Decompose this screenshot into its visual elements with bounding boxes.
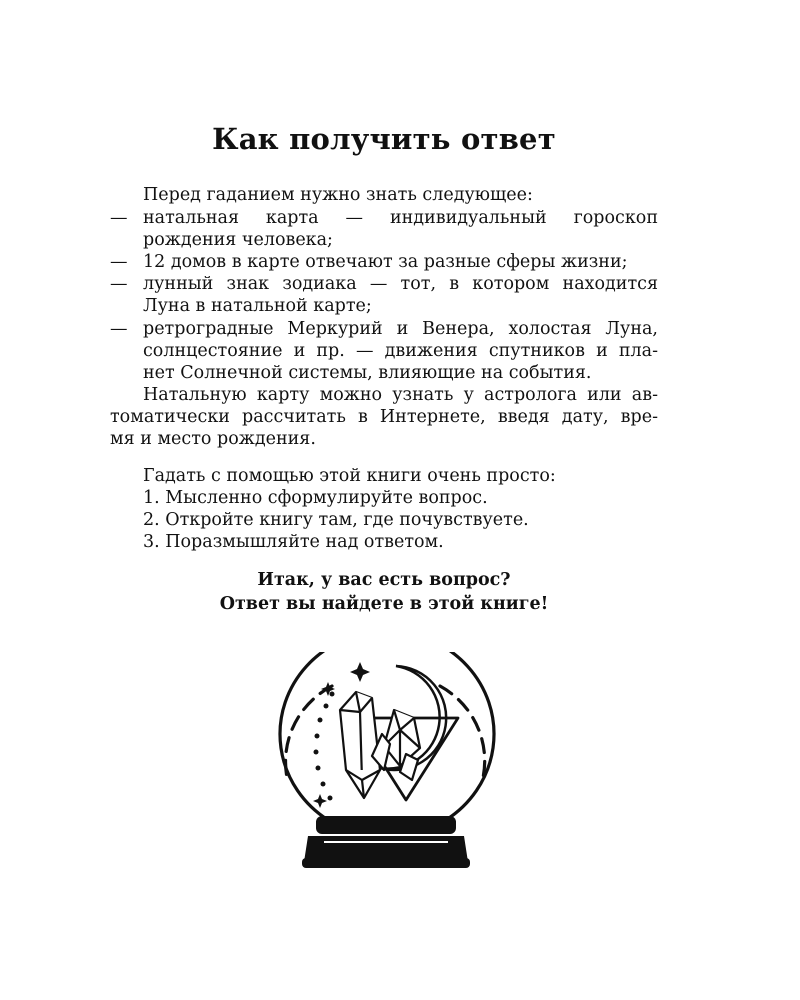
bullet-dash: —	[110, 319, 128, 339]
bullet-dash: —	[110, 274, 128, 294]
bullet-line: натальная карта — индивидуальный гороскоп	[143, 208, 658, 228]
page-title: Как получить ответ	[212, 122, 556, 156]
paragraph-line: Натальную карту можно узнать у астролога или ав-	[143, 385, 658, 405]
crystal-ball-icon	[268, 652, 504, 874]
bullet-line: нет Солнечной системы, влияющие на события.	[143, 363, 592, 383]
bullet-line: лунный знак зодиака — тот, в котором находится	[143, 274, 658, 294]
bullet-line: Луна в натальной карте;	[143, 296, 372, 316]
bullet-dash: —	[110, 208, 128, 228]
bullet-line: рождения человека;	[143, 230, 333, 250]
bullet-line: ретроградные Меркурий и Венера, холостая Луна,	[143, 319, 658, 339]
step-item: 1. Мысленно сформулируйте вопрос.	[143, 488, 488, 508]
step-item: 2. Откройте книгу там, где почувствуете.	[143, 510, 529, 530]
step-item: 3. Поразмышляйте над ответом.	[143, 532, 444, 552]
paragraph-line: томатически рассчитать в Интернете, введя дату, вре-	[110, 407, 658, 427]
intro-text: Перед гаданием нужно знать следующее:	[143, 185, 533, 205]
howto-intro: Гадать с помощью этой книги очень просто:	[143, 466, 556, 486]
closing-answer: Ответ вы найдете в этой книге!	[219, 594, 549, 614]
bullet-dash: —	[110, 252, 128, 272]
closing-question: Итак, у вас есть вопрос?	[257, 570, 511, 590]
bullet-line: солнцестояние и пр. — движения спутников и пла-	[143, 341, 658, 361]
bullet-line: 12 домов в карте отвечают за разные сферы жизни;	[143, 252, 628, 272]
paragraph-line: мя и место рождения.	[110, 429, 316, 449]
